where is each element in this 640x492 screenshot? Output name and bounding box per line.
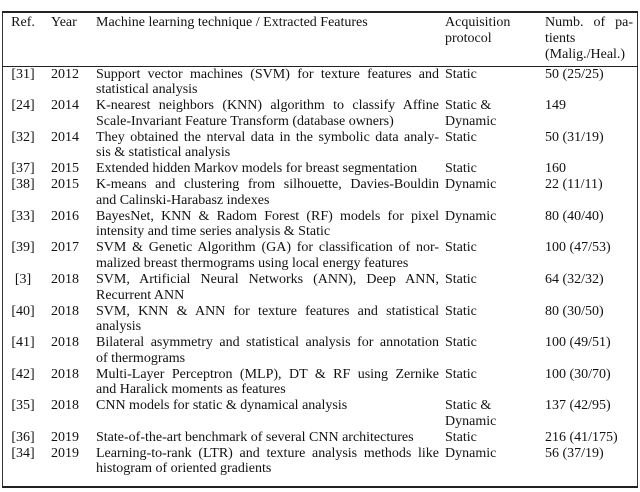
technique-cell — [96, 130, 439, 162]
acquisition-cell — [445, 272, 477, 288]
year-cell: 2018 — [51, 335, 79, 351]
acquisition-line: Static — [445, 129, 477, 145]
technique-line: of thermograms — [96, 350, 186, 366]
technique-line: K-means and clustering from silhouette, Davies-Bouldin — [96, 177, 439, 193]
acquisition-line: Static — [445, 66, 477, 82]
technique-line: State-of-the-art benchmark of several CNN architectures — [96, 429, 414, 445]
patients-cell: 50 (25/25) — [545, 66, 604, 82]
header-patients — [545, 15, 633, 62]
ref-cell: [35] — [11, 398, 35, 414]
ref-cell: [31] — [11, 66, 35, 82]
header-acquisition-line: Acquisition — [445, 15, 511, 30]
patients-cell: 56 (37/19) — [545, 445, 604, 461]
patients-cell: 216 (41/175) — [545, 429, 618, 445]
acquisition-cell — [445, 430, 477, 446]
technique-line: Recurrent ANN — [96, 287, 185, 303]
patients-cell: 100 (30/70) — [545, 366, 611, 382]
acquisition-line: Static — [445, 303, 477, 319]
year-cell: 2017 — [51, 240, 79, 256]
technique-line: Extended hidden Markov models for breast segmentation — [96, 161, 418, 177]
acquisition-cell — [445, 67, 477, 83]
header-year: Year — [51, 15, 77, 30]
ref-cell: [3] — [14, 271, 32, 287]
patients-cell: 149 — [545, 98, 566, 114]
acquisition-line: Static & — [445, 98, 492, 114]
acquisition-line: Dynamic — [445, 177, 497, 193]
technique-line: intensity and time series analysis & Static — [96, 224, 331, 240]
technique-cell — [96, 272, 439, 304]
ref-cell: [38] — [11, 177, 35, 193]
year-cell: 2018 — [51, 303, 79, 319]
header-acquisition-line: protocol — [445, 30, 492, 46]
year-cell: 2019 — [51, 445, 79, 461]
technique-cell — [96, 209, 439, 241]
technique-cell — [96, 161, 439, 177]
acquisition-cell — [445, 130, 477, 146]
patients-cell: 100 (47/53) — [545, 240, 611, 256]
acquisition-line: Dynamic — [445, 414, 497, 430]
technique-line: K-nearest neighbors (KNN) algorithm to classify Affine — [96, 98, 439, 114]
ref-cell: [34] — [11, 445, 35, 461]
technique-line: SVM, Artificial Neural Networks (ANN), Deep ANN, — [96, 271, 439, 287]
acquisition-line: Static — [445, 429, 477, 445]
patients-cell: 64 (32/32) — [545, 271, 604, 287]
patients-cell: 160 — [545, 161, 566, 177]
acquisition-cell — [445, 209, 496, 225]
header-acquisition — [445, 15, 510, 47]
technique-line: CNN models for static & dynamical analysis — [96, 398, 348, 414]
acquisition-cell — [445, 398, 496, 430]
acquisition-line: Static — [445, 335, 477, 351]
technique-cell — [96, 335, 439, 367]
year-cell: 2018 — [51, 366, 79, 382]
acquisition-cell — [445, 446, 496, 462]
patients-cell: 100 (49/51) — [545, 335, 611, 351]
year-cell: 2014 — [51, 129, 79, 145]
ref-cell: [41] — [11, 335, 35, 351]
acquisition-cell — [445, 240, 477, 256]
acquisition-cell — [445, 177, 496, 193]
technique-line: SVM, KNN & ANN for texture features and statistical — [96, 303, 439, 319]
technique-line: Support vector machines (SVM) for texture features and — [96, 66, 439, 82]
technique-cell — [96, 446, 439, 478]
ref-cell: [37] — [11, 161, 35, 177]
technique-cell — [96, 367, 439, 399]
technique-cell — [96, 177, 439, 209]
year-cell: 2018 — [51, 271, 79, 287]
technique-line: Learning-to-rank (LTR) and texture analysis methods like — [96, 445, 439, 461]
patients-cell: 137 (42/95) — [545, 398, 611, 414]
technique-line: Bilateral asymmetry and statistical analysis for annotation — [96, 335, 439, 351]
year-cell: 2015 — [51, 161, 79, 177]
acquisition-cell — [445, 335, 477, 351]
technique-line: histogram of oriented gradients — [96, 461, 272, 477]
acquisition-line: Static — [445, 271, 477, 287]
ref-cell: [39] — [11, 240, 35, 256]
acquisition-line: Static — [445, 366, 477, 382]
ref-cell: [40] — [11, 303, 35, 319]
technique-line: Multi-Layer Perceptron (MLP), DT & RF using Zernike — [96, 366, 439, 382]
technique-line: They obtained the nterval data in the symbolic data analy- — [96, 129, 439, 145]
bottom-rule — [2, 486, 638, 488]
year-cell: 2016 — [51, 208, 79, 224]
header-patients-line: (Malig./Heal.) — [545, 46, 626, 62]
technique-line: BayesNet, KNN & Radom Forest (RF) models for pixel — [96, 208, 439, 224]
technique-cell — [96, 304, 439, 336]
technique-line: sis & statistical analysis — [96, 145, 231, 161]
patients-cell: 80 (30/50) — [545, 303, 604, 319]
year-cell: 2018 — [51, 398, 79, 414]
header-patients-line: tients — [545, 30, 576, 46]
technique-line: malized breast thermograms using local energy features — [96, 256, 409, 272]
patients-cell: 22 (11/11) — [545, 177, 603, 193]
acquisition-line: Dynamic — [445, 445, 497, 461]
acquisition-line: Static & — [445, 398, 492, 414]
year-cell: 2012 — [51, 66, 79, 82]
acquisition-cell — [445, 161, 477, 177]
technique-line: and Haralick moments as features — [96, 382, 286, 398]
technique-cell — [96, 398, 439, 414]
technique-cell — [96, 240, 439, 272]
technique-line: SVM & Genetic Algorithm (GA) for classification of nor- — [96, 240, 439, 256]
header-technique: Machine learning technique / Extracted Features — [96, 15, 368, 30]
technique-line: analysis — [96, 319, 142, 335]
header-patients-line: Numb. of pa- — [545, 15, 633, 30]
acquisition-line: Dynamic — [445, 113, 497, 129]
acquisition-cell — [445, 304, 477, 320]
ref-cell: [42] — [11, 366, 35, 382]
header-ref: Ref. — [11, 15, 35, 30]
year-cell: 2015 — [51, 177, 79, 193]
acquisition-cell — [445, 98, 496, 130]
technique-cell — [96, 67, 439, 99]
patients-cell: 80 (40/40) — [545, 208, 604, 224]
acquisition-line: Static — [445, 240, 477, 256]
technique-line: Scale-Invariant Feature Transform (database owners) — [96, 113, 394, 129]
technique-line: statistical analysis — [96, 82, 198, 98]
acquisition-line: Dynamic — [445, 208, 497, 224]
year-cell: 2014 — [51, 98, 79, 114]
technique-cell — [96, 98, 439, 130]
ref-cell: [36] — [11, 429, 35, 445]
year-cell: 2019 — [51, 429, 79, 445]
ref-cell: [32] — [11, 129, 35, 145]
technique-cell — [96, 430, 439, 446]
ref-cell: [24] — [11, 98, 35, 114]
top-rule — [2, 11, 638, 13]
technique-line: and Calinski-Harabasz indexes — [96, 192, 270, 208]
acquisition-cell — [445, 367, 477, 383]
ref-cell: [33] — [11, 208, 35, 224]
patients-cell: 50 (31/19) — [545, 129, 604, 145]
acquisition-line: Static — [445, 161, 477, 177]
